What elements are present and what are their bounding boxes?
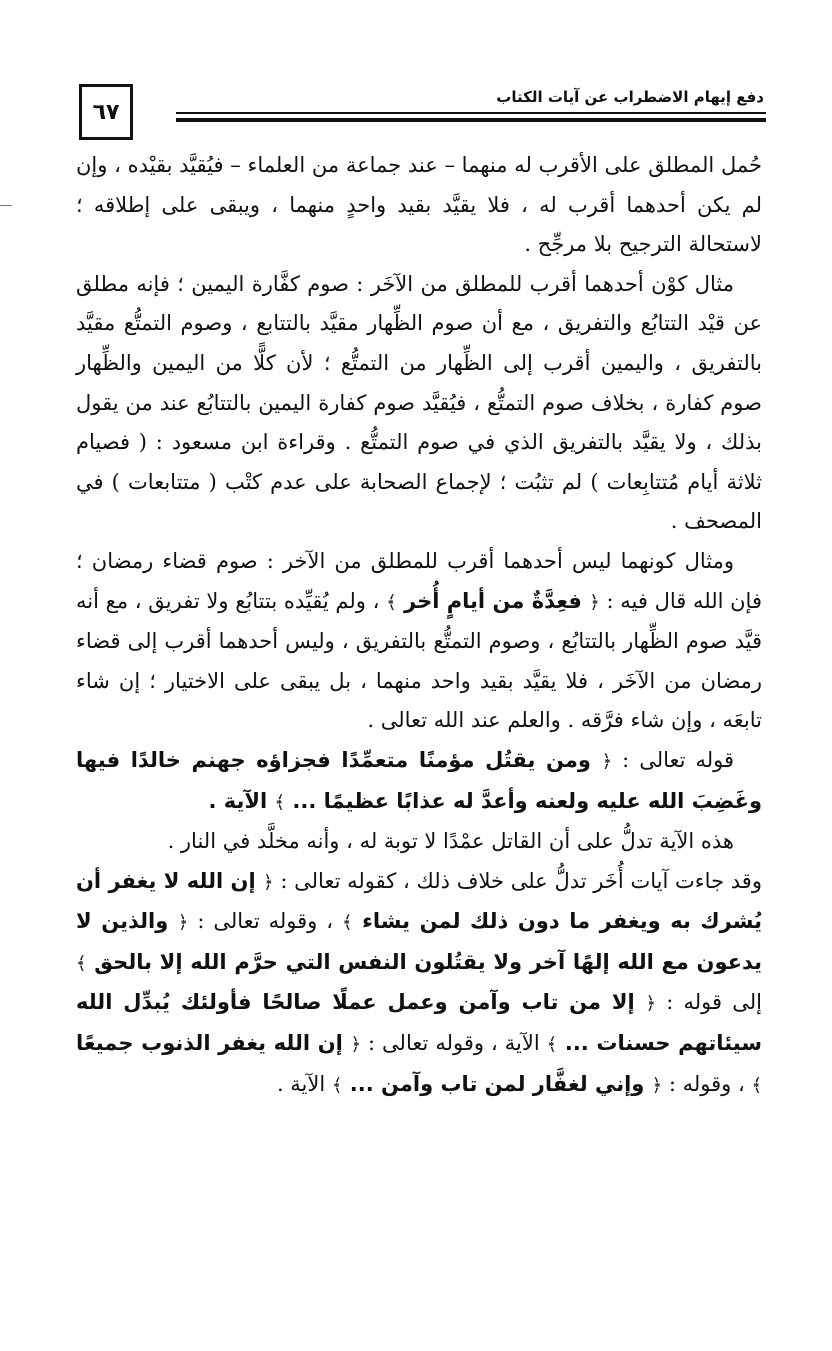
paragraph-text: مثال كوْن أحدهما أقرب للمطلق من الآخَر : صوم كفَّارة اليمين ؛ فإنه مطلق عن قيْد التتابُع والتفريق ، مع أن صوم الظِّهار مقيَّد بالتتابع ، وصوم التمتُّع مقيَّد بالتفريق ، واليمين أقرب إلى الظِّهار من التمتُّع ؛ لأن كلًّا من اليمين والظِّهار صوم كفارة ، بخلاف صوم التمتُّع ، فيُقيَّد صوم كفارة اليمين بالتتابُع عند من يقول بذلك ، ولا يقيَّد بالتفريق الذي في صوم التمتُّع . وقراءة ابن مسعود : ( فصيام ثلاثة أيام مُتتابِعات ) لم تثبُت ؛ لإجماع الصحابة على عدم كتْب ( متتابعات ) في المصحف . bbox=[76, 271, 762, 534]
paragraph bbox=[76, 542, 762, 741]
quran-bracket: ﴿ bbox=[645, 993, 657, 1015]
quran-verse-text: والذين لا يدعون مع الله إلهًا آخر ولا يقتُلون النفس التي حرَّم الله إلا بالحق bbox=[76, 909, 762, 974]
quran-verse-text: إن الله لا يغفر أن يُشرك به ويغفر ما دون ذلك لمن يشاء bbox=[76, 868, 762, 934]
paragraph-text: حُمل المطلق على الأقرب له منهما – عند جماعة من العلماء – فيُقيَّد بقيْده ، وإن لم يكن أحدهما أقرب له ، فلا يقيَّد بقيد واحدٍ منهما ، ويبقى على إطلاقه ؛ لاستحالة الترجيح بلا مرجِّح . bbox=[76, 153, 762, 257]
quran-bracket: ﴾ bbox=[386, 591, 397, 613]
page-number: ٦٧ bbox=[92, 99, 120, 125]
header-rule-thin bbox=[176, 112, 766, 114]
paragraph-text: الآية ، وقوله تعالى : bbox=[361, 1031, 547, 1056]
quran-verse-text: الآية . bbox=[208, 788, 275, 813]
quran-verse-text: إلا من تاب وآمن وعمل عملًا صالحًا فأولئك يُبدِّل الله سيئاتهم حسنات ... bbox=[76, 990, 762, 1056]
quran-bracket: ﴿ bbox=[177, 912, 189, 934]
quran-bracket: ﴾ bbox=[342, 912, 353, 934]
quran-bracket: ﴾ bbox=[331, 1074, 343, 1096]
page-number-box bbox=[79, 84, 133, 140]
quran-verse-text: وإني لغفَّار لمن تاب وآمن ... bbox=[342, 1071, 652, 1096]
quran-bracket: ﴿ bbox=[350, 1034, 361, 1056]
margin-mark bbox=[0, 205, 12, 206]
paragraph-text: وقد جاءت آيات أُخَر تدلُّ على خلاف ذلك ، كقوله تعالى : bbox=[273, 868, 762, 893]
paragraph-text: ، وقوله : bbox=[662, 1071, 752, 1096]
paragraph-text: إلى قوله : bbox=[656, 990, 762, 1015]
quran-verse-text: فعِدَّةٌ من أيامٍ أُخر bbox=[396, 588, 590, 613]
quran-bracket: ﴾ bbox=[751, 1074, 762, 1096]
quran-bracket: ﴿ bbox=[263, 871, 274, 893]
quran-verse-text: إن الله يغفر الذنوب جميعًا bbox=[76, 1031, 351, 1056]
body-text bbox=[76, 146, 762, 1105]
quran-bracket: ﴾ bbox=[546, 1034, 558, 1056]
header-rule-thick bbox=[176, 118, 766, 122]
paragraph bbox=[76, 822, 762, 862]
paragraph bbox=[76, 265, 762, 542]
quran-bracket: ﴿ bbox=[589, 591, 600, 613]
quran-bracket: ﴿ bbox=[601, 750, 613, 772]
paragraph-text: ، ولم يُقيِّده بتتابُع ولا تفريق ، مع أنه قيَّد صوم الظِّهار بالتتابُع ، وصوم التمتُّع بالتفريق ، وليس أحدهما أقرب إلى قضاء رمضان من الآخَر ، فلا يقيَّد بقيد واحد منهما ، بل يبقى على الاختيار ؛ إن شاء تابعَه ، وإن شاء فرَّقه . والعلم عند الله تعالى . bbox=[76, 588, 762, 733]
quran-bracket: ﴿ bbox=[651, 1074, 663, 1096]
running-header: دفع إيهام الاضطراب عن آيات الكتاب bbox=[496, 88, 764, 106]
paragraph-text: الآية . bbox=[276, 1071, 332, 1096]
quran-bracket: ﴾ bbox=[274, 791, 286, 813]
paragraph-text: ، وقوله تعالى : bbox=[188, 909, 342, 934]
paragraph-text: ومثال كونهما ليس أحدهما أقرب للمطلق من الآخر : صوم قضاء رمضان ؛ فإن الله قال فيه : bbox=[76, 548, 762, 613]
quran-verse-text: ومن يقتُل مؤمنًا متعمِّدًا فجزاؤه جهنم خالدًا فيها وغَضِبَ الله عليه ولعنه وأعدَّ له عذابًا عظيمًا ... bbox=[76, 747, 762, 813]
paragraph bbox=[76, 862, 762, 1106]
paragraph bbox=[76, 741, 762, 822]
quran-bracket: ﴾ bbox=[76, 952, 87, 974]
paragraph-text: هذه الآية تدلُّ على أن القاتل عمْدًا لا توبة له ، وأنه مخلَّد في النار . bbox=[167, 829, 734, 854]
paragraph bbox=[76, 146, 762, 265]
paragraph-text: قوله تعالى : bbox=[612, 747, 734, 772]
